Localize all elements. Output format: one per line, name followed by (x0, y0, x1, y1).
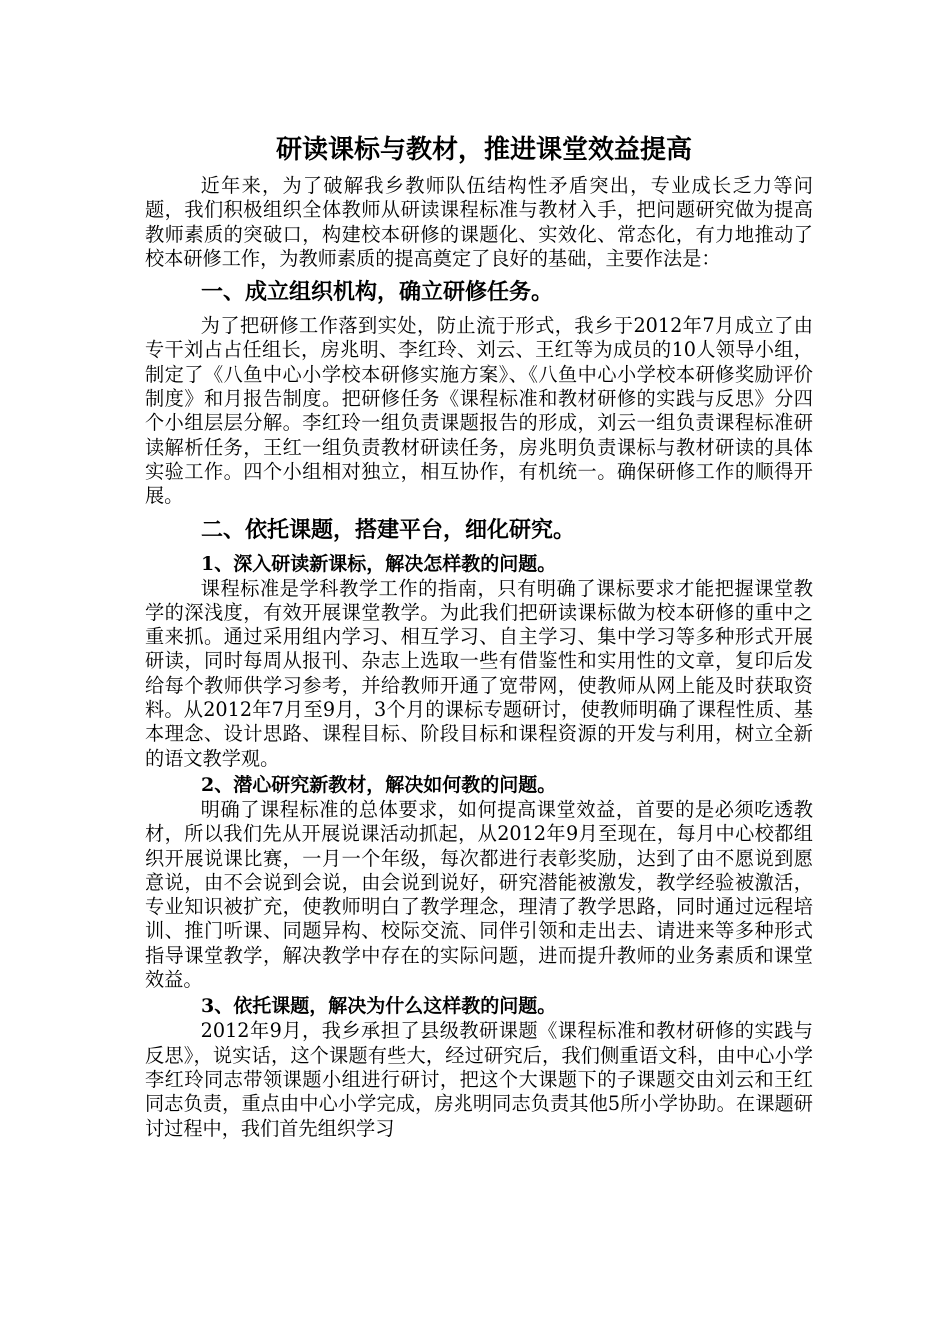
subsection-3-heading: 3、依托课题，解决为什么这样教的问题。 (201, 995, 557, 1018)
subsection-2-heading: 2、潜心研究新教材，解决如何教的问题。 (201, 773, 557, 796)
intro-paragraph: 近年来，为了破解我乡教师队伍结构性矛盾突出，专业成长乏力等问题，我们积极组织全体教师从研读课程标准与教材入手，把问题研究做为提高教师素质的突破口，构建校本研修的课题化、实效化、常态化，有力地推动了校本研修工作，为教师素质的提高奠定了良好的基础，主要作法是： (145, 174, 813, 270)
section-1-heading: 一、成立组织机构，确立研修任务。 (201, 279, 554, 306)
document-title: 研读课标与教材，推进课堂效益提高 (276, 135, 693, 165)
subsection-3-paragraph: 2012年9月，我乡承担了县级教研课题《课程标准和教材研修的实践与反思》，说实话，这个课题有些大，经过研究后，我们侧重语文科，由中心小学李红玲同志带领课题小组进行研讨，把这个大课题下的子课题交由刘云和王红同志负责，重点由中心小学完成，房兆明同志负责其他5所小学协助。在课题研讨过程中，我们首先组织学习 (145, 1019, 813, 1140)
document-body (145, 130, 813, 1141)
subsection-1-paragraph: 课程标准是学科教学工作的指南，只有明确了课标要求才能把握课堂教学的深浅度，有效开展课堂教学。为此我们把研读课标做为校本研修的重中之重来抓。通过采用组内学习、相互学习、自主学习、集中学习等多种形式开展研读，同时每周从报刊、杂志上选取一些有借鉴性和实用性的文章，复印后发给每个教师供学习参考，并给教师开通了宽带网，使教师从网上能及时获取资料。从2012年7月至9月，3个月的课标专题研讨，使教师明确了课程性质、基本理念、设计思路、课程目标、阶段目标和课程资源的开发与利用，树立全新的语文教学观。 (145, 576, 813, 770)
section-2-heading: 二、依托课题，搭建平台，细化研究。 (201, 516, 576, 543)
subsection-1-heading: 1、深入研读新课标，解决怎样教的问题。 (201, 552, 557, 575)
section-1-paragraph: 为了把研修工作落到实处，防止流于形式，我乡于2012年7月成立了由专干刘占占任组长，房兆明、李红玲、刘云、王红等为成员的10人领导小组，制定了《八鱼中心小学校本研修实施方案》、《八鱼中心小学校本研修奖励评价制度》和月报告制度。把研修任务《课程标准和教材研修的实践与反思》分四个小组层层分解。李红玲一组负责课题报告的形成，刘云一组负责课程标准研读解析任务，王红一组负责教材研读任务，房兆明负责课标与教材研读的具体实验工作。四个小组相对独立，相互协作，有机统一。确保研修工作的顺得开展。 (145, 314, 813, 508)
subsection-2-paragraph: 明确了课程标准的总体要求，如何提高课堂效益，首要的是必须吃透教材，所以我们先从开展说课活动抓起，从2012年9月至现在，每月中心校都组织开展说课比赛，一月一个年级，每次都进行表彰奖励，达到了由不愿说到愿意说，由不会说到会说，由会说到说好，研究潜能被激发，教学经验被激活，专业知识被扩充，使教师明白了教学理念，理清了教学思路，同时通过远程培训、推门听课、同题异构、校际交流、同伴引领和走出去、请进来等多种形式指导课堂教学，解决教学中存在的实际问题，进而提升教师的业务素质和课堂效益。 (145, 797, 813, 992)
